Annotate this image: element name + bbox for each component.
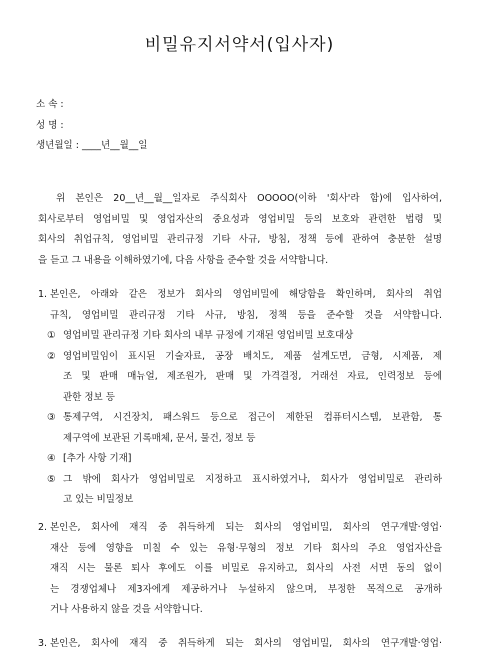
intro-paragraph	[38, 189, 442, 271]
item-line: 고 있는 비밀정보	[63, 494, 134, 505]
field-affiliation: 소 속 :	[36, 99, 64, 110]
item-line: 제구역에 보관된 기록매체, 문서, 물건, 정보 등	[63, 432, 256, 444]
clause-line: 거나 사용하지 않을 것을 서약합니다.	[50, 604, 203, 615]
field-birthdate: 생년월일 : ____년__월__일	[36, 140, 148, 151]
clause-line: 규칙, 영업비밀 관리규정 기타 사규, 방침, 정책 등을 준수할 것을 서약합니다.	[50, 309, 442, 321]
item-mark: ④	[47, 453, 56, 464]
list-item	[47, 470, 442, 511]
intro-line: 위 본인은 20__년__월__일자로 주식회사 OOOOO(이하 '회사'라 함)에 입사하여,	[56, 193, 442, 204]
item-line: 영업비밀 관리규정 기타 회사의 내부 규정에 기재된 영업비밀 보호대상	[63, 330, 354, 341]
clause-3	[38, 634, 442, 655]
clause-1	[38, 285, 442, 326]
list-item	[47, 326, 442, 347]
clause-line: 재직 시는 물론 퇴사 후에도 이를 비밀로 유지하고, 회사의 사전 서면 동의 없이	[50, 563, 442, 574]
item-line: 조 및 판매 매뉴얼, 제조원가, 판매 및 가격결정, 거래선 자료, 인력정보 등에	[63, 371, 442, 382]
item-line: 영업비밀임이 표시된 기술자료, 공장 배치도, 제품 설계도면, 금형, 시제품, 제	[63, 350, 442, 362]
item-mark: ③	[47, 412, 56, 423]
clause-number: 1.	[38, 289, 48, 300]
list-item	[47, 449, 442, 470]
item-line: 통제구역, 시건장치, 패스워드 등으로 접근이 제한된 컴퓨터시스템, 보관함, 통	[63, 412, 442, 423]
clause-line: 본인은, 아래와 같은 정보가 회사의 영업비밀에 해당함을 확인하며, 회사의 취업	[50, 289, 442, 300]
clause-number: 3.	[38, 638, 48, 649]
item-mark: ②	[47, 350, 56, 362]
intro-line: 을 듣고 그 내용을 이해하였기에, 다음 사항을 준수할 것을 서약합니다.	[38, 254, 329, 266]
item-mark: ⑤	[47, 473, 56, 485]
clause-line: 재산 등에 영향을 미칠 수 있는 유형·무형의 정보 기타 회사의 주요 영업자산을	[50, 542, 442, 554]
item-line: [추가 사항 기재]	[63, 453, 132, 464]
clause-number: 2.	[38, 522, 48, 533]
list-item	[47, 347, 442, 409]
clause-line: 본인은, 회사에 재직 중 취득하게 되는 회사의 영업비밀, 회사의 연구개발·영업·	[50, 522, 442, 533]
clause-2	[38, 518, 442, 621]
item-line: 관한 정보 등	[63, 391, 115, 403]
document-title: 비밀유지서약서(입사자)	[144, 35, 335, 55]
field-name: 성 명 :	[36, 120, 64, 131]
clause-line: 는 경쟁업체나 제3자에게 제공하거나 누설하지 않으며, 부정한 목적으로 공개하	[50, 583, 442, 595]
list-item	[47, 408, 442, 449]
item-line: 그 밖에 회사가 영업비밀로 지정하고 표시하였거나, 회사가 영업비밀로 관리하	[63, 473, 442, 485]
clause-1-items	[47, 326, 442, 511]
intro-line: 회사의 취업규칙, 영업비밀 관리규정 기타 사규, 방침, 정책 등에 관하여 충분한 설명	[38, 234, 442, 245]
intro-line: 회사로부터 영업비밀 및 영업자산의 중요성과 영업비밀 등의 보호와 관련한 법령 및	[38, 213, 442, 225]
item-mark: ①	[47, 330, 56, 341]
clause-line: 본인은, 회사에 재직 중 취득하게 되는 회사의 영업비밀, 회사의 연구개발·영업·	[50, 638, 442, 649]
